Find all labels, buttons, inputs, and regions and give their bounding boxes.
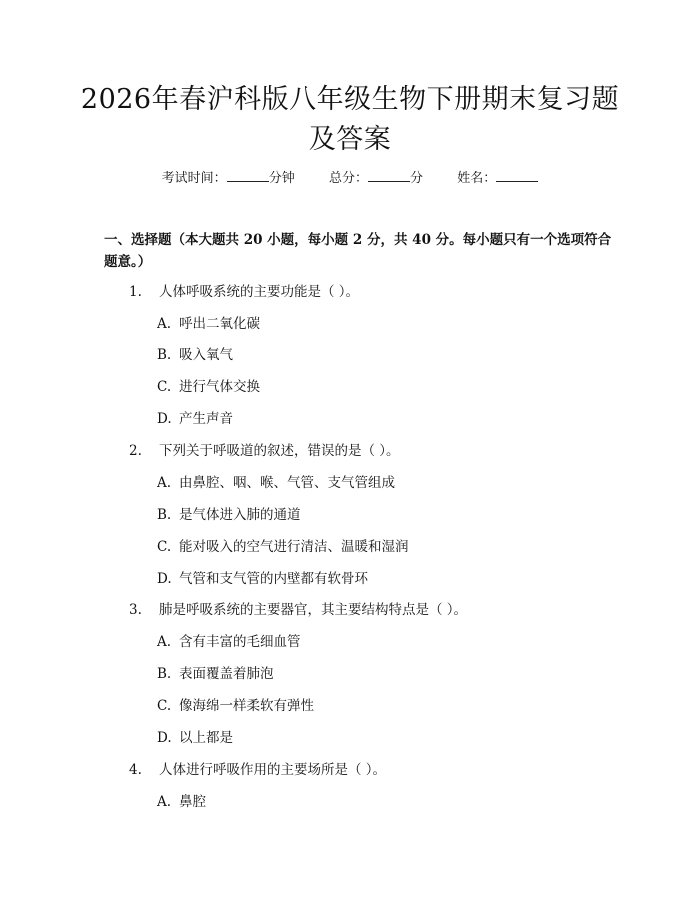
option-text: 吸入氧气: [179, 347, 233, 363]
option-text: 进行气体交换: [179, 379, 260, 395]
question-number: 3.: [129, 602, 142, 618]
option-letter: B.: [157, 347, 172, 363]
option-letter: C.: [157, 698, 172, 714]
question-number: 4.: [129, 762, 142, 778]
question-2: [129, 441, 400, 461]
question-1: [129, 282, 359, 302]
question-text: 人体进行呼吸作用的主要场所是（ ）。: [159, 762, 387, 778]
option-text: 能对吸入的空气进行清洁、温暖和湿润: [179, 539, 409, 555]
question-2-option-c: [157, 537, 409, 557]
option-text: 产生声音: [179, 411, 233, 427]
option-text: 表面覆盖着肺泡: [179, 666, 274, 682]
question-4: [129, 760, 386, 780]
name-blank: [496, 168, 538, 182]
question-3-option-c: [157, 696, 314, 716]
option-text: 气管和支气管的内壁都有软骨环: [179, 571, 368, 587]
option-text: 由鼻腔、咽、喉、气管、支气管组成: [179, 475, 395, 491]
option-letter: A.: [157, 316, 172, 332]
question-1-option-d: [157, 409, 233, 429]
question-3-option-b: [157, 664, 274, 684]
option-text: 鼻腔: [179, 794, 206, 810]
option-letter: B.: [157, 507, 172, 523]
option-text: 含有丰富的毛细血管: [179, 634, 301, 650]
option-letter: D.: [157, 411, 172, 427]
time-label: 考试时间：: [161, 171, 227, 186]
document-title-line-2: 及答案: [308, 124, 392, 155]
time-blank: [227, 168, 269, 182]
question-text: 人体呼吸系统的主要功能是（ ）。: [159, 284, 360, 300]
option-letter: C.: [157, 539, 172, 555]
score-label: 总分：: [328, 171, 368, 186]
question-3: [129, 600, 467, 620]
document-title-line-1: 2026年春沪科版八年级生物下册期末复习题: [80, 84, 620, 115]
option-text: 呼出二氧化碳: [179, 316, 260, 332]
option-letter: B.: [157, 666, 172, 682]
question-text: 肺是呼吸系统的主要器官，其主要结构特点是（ ）。: [159, 602, 468, 618]
option-letter: D.: [157, 730, 172, 746]
question-1-option-b: [157, 345, 233, 365]
option-text: 是气体进入肺的通道: [179, 507, 301, 523]
option-letter: C.: [157, 379, 172, 395]
option-letter: A.: [157, 475, 172, 491]
exam-info-line: [0, 168, 700, 189]
option-letter: A.: [157, 634, 172, 650]
question-2-option-a: [157, 473, 395, 493]
section-heading: 一、选择题（本大题共 20 小题，每小题 2 分，共 40 分。每小题只有一个选项符合题意。）: [104, 232, 612, 270]
option-text: 像海绵一样柔软有弹性: [179, 698, 314, 714]
option-letter: D.: [157, 571, 172, 587]
time-unit: 分钟: [268, 171, 295, 186]
question-3-option-a: [157, 632, 301, 652]
option-letter: A.: [157, 794, 172, 810]
question-number: 1.: [129, 284, 142, 300]
question-2-option-d: [157, 569, 368, 589]
name-label: 姓名：: [457, 171, 497, 186]
question-number: 2.: [129, 443, 142, 459]
question-2-option-b: [157, 505, 301, 525]
score-blank: [368, 168, 410, 182]
question-4-option-a: [157, 792, 206, 812]
question-1-option-a: [157, 314, 260, 334]
question-1-option-c: [157, 377, 260, 397]
question-text: 下列关于呼吸道的叙述，错误的是（ ）。: [159, 443, 400, 459]
option-text: 以上都是: [179, 730, 233, 746]
question-3-option-d: [157, 728, 233, 748]
score-unit: 分: [410, 171, 424, 186]
